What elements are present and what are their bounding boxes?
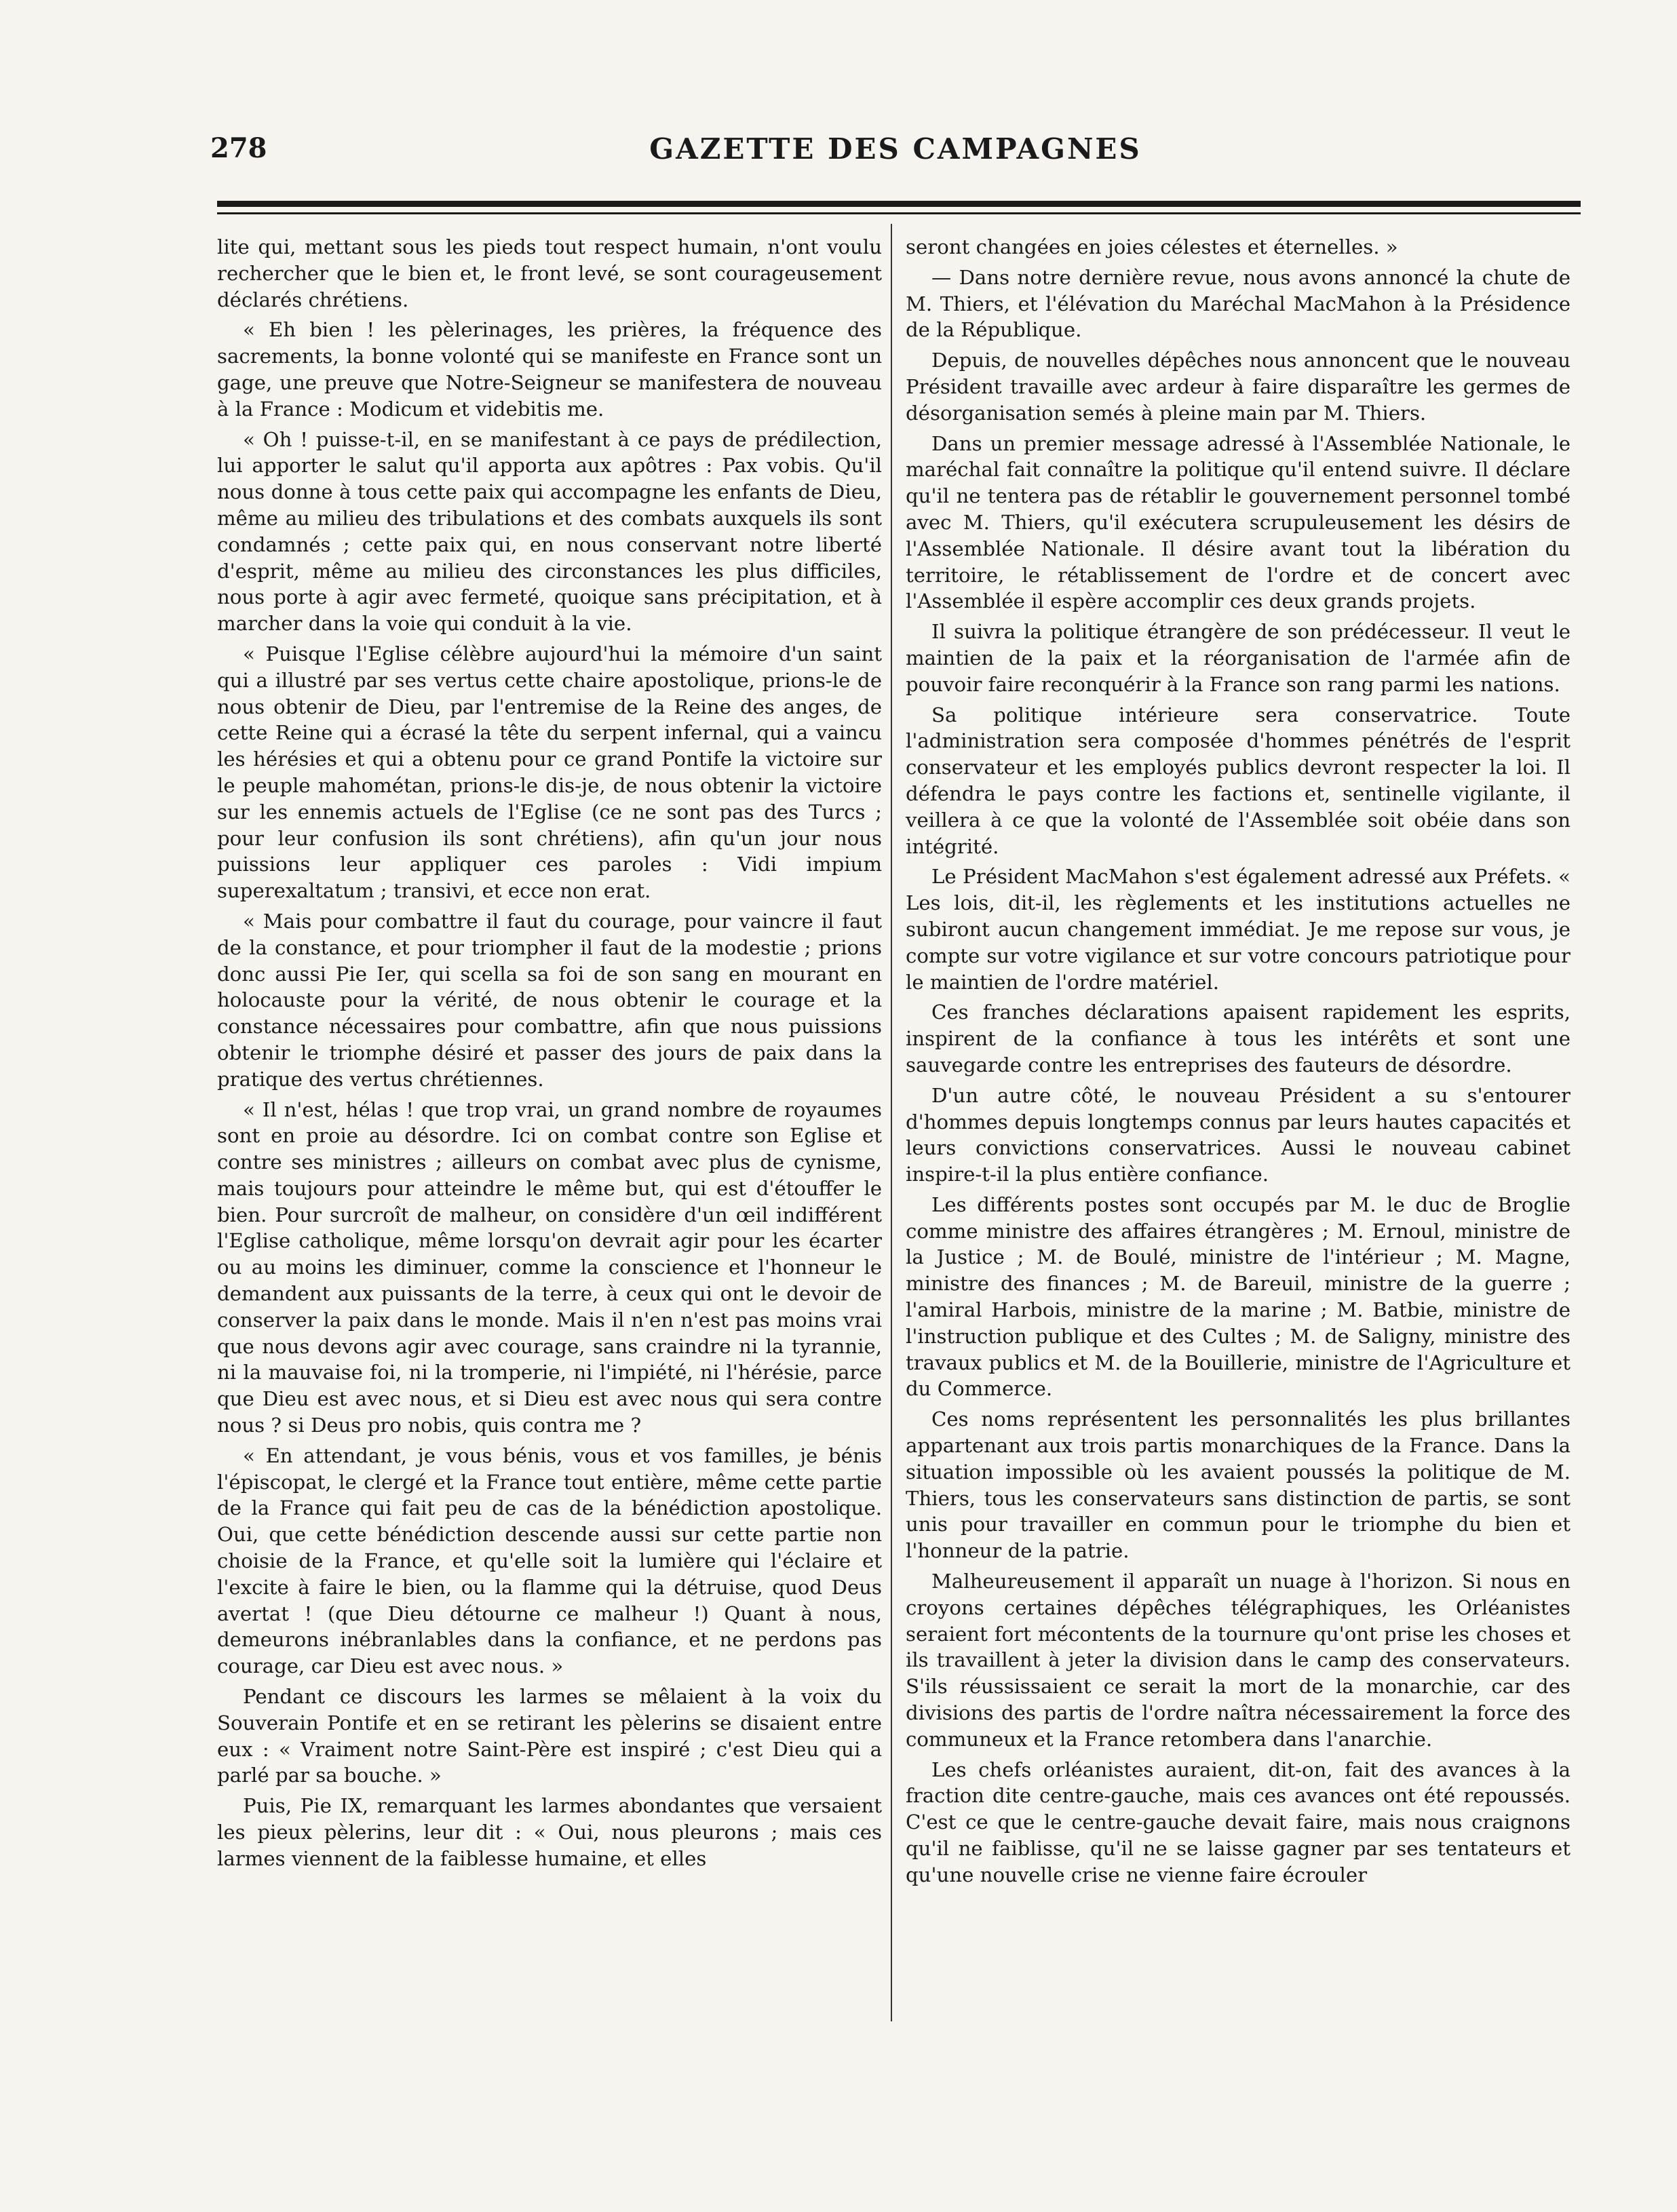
paragraph: Il suivra la politique étrangère de son prédécesseur. Il veut le maintien de la paix et la réorganisation de l'armée afin de pouvoir faire reconquérir à la France son rang parmi les nations.	[906, 620, 1570, 696]
paragraph: Les différents postes sont occupés par M. le duc de Broglie comme ministre des affaires étrangères ; M. Ernoul, ministre de la Justice ; M. de Boulé, ministre de l'intérieur ; M. Magne, ministre des finances ; M. de Bareuil, ministre de la guerre ; l'amiral Harbois, ministre de la marine ; M. Batbie, ministre de l'instruction publique et des Cultes ; M. de Saligny, ministre des travaux publics et M. de la Bouillerie, ministre de l'Agriculture et du Commerce.	[906, 1192, 1570, 1401]
journal-title: GAZETTE DES CAMPAGNES	[649, 132, 1142, 166]
paragraph: Ces noms représentent les personnalités les plus brillantes appartenant aux trois partis monarchiques de la France. Dans la situation impossible où les avaient poussés la politique de M. Thiers, tous les conservateurs sans distinction de partis, se sont unis pour travailler en commun pour le triomphe du bien et l'honneur de la patrie.	[906, 1408, 1570, 1563]
paragraph: Malheureusement il apparaît un nuage à l'horizon. Si nous en croyons certaines dépêches télégraphiques, les Orléanistes seraient fort mécontents de la tournure qu'ont prise les choses et ils travaillent à jeter la division dans le camp des conservateurs. S'ils réussissaient ce serait la mort de la monarchie, car des divisions des partis de l'ordre naîtra nécessairement la force des communeux et la France retombera dans l'anarchie.	[906, 1570, 1570, 1751]
paragraph: « Eh bien ! les pèlerinages, les prières, la fréquence des sacrements, la bonne volonté qui se manifeste en France sont un gage, une preuve que Notre-Seigneur se manifestera de nouveau à la France : Modicum et videbitis me.	[217, 318, 882, 421]
paragraph: Sa politique intérieure sera conservatrice. Toute l'administration sera composée d'hommes pénétrés de l'esprit conservateur et les employés publics devront respecter la loi. Il défendra le pays contre les factions et, sentinelle vigilante, il veillera à ce que la volonté de l'Assemblée soit obéie dans son intégrité.	[906, 703, 1570, 858]
header-rule-thick	[217, 201, 1581, 207]
left-column	[217, 234, 882, 1876]
paragraph: « En attendant, je vous bénis, vous et vos familles, je bénis l'épiscopat, le clergé et la France tout entière, même cette partie de la France qui fait peu de cas de la bénédiction apostolique. Oui, que cette bénédiction descende aussi sur cette partie non choisie de la France, et qu'elle soit la lumière qui l'éclaire et l'excite à faire le bien, ou la flamme qui la détruise, quod Deus avertat ! (que Dieu détourne ce malheur !) Quant à nous, demeurons inébranlables dans la confiance, et ne perdons pas courage, car Dieu est avec nous. »	[217, 1443, 882, 1678]
paragraph: « Il n'est, hélas ! que trop vrai, un grand nombre de royaumes sont en proie au désordre. Ici on combat contre son Eglise et contre ses ministres ; ailleurs on combat avec plus de cynisme, mais toujours pour atteindre le même but, qui est d'étouffer le bien. Pour surcroît de malheur, on considère d'un œil indifférent l'Eglise catholique, même lorsqu'on devrait agir pour les écarter ou au moins les diminuer, comme la conscience et l'honneur le demandent aux puissants de la terre, à ceux qui ont le devoir de conserver la paix dans le monde. Mais il n'en n'est pas moins vrai que nous devons agir avec courage, sans craindre ni la tyrannie, ni la mauvaise foi, ni la tromperie, ni l'impiété, ni l'hérésie, parce que Dieu est avec nous, et si Dieu est avec nous qui sera contre nous ? si Deus pro nobis, quis contra me ?	[217, 1098, 882, 1437]
right-column	[906, 234, 1570, 1893]
paragraph: Puis, Pie IX, remarquant les larmes abondantes que versaient les pieux pèlerins, leur dit : « Oui, nous pleurons ; mais ces larmes viennent de la faiblesse humaine, et elles	[217, 1794, 882, 1870]
paragraph: D'un autre côté, le nouveau Président a su s'entourer d'hommes depuis longtemps connus par leurs hautes capacités et leurs convictions conservatrices. Aussi le nouveau cabinet inspire-t-il la plus entière confiance.	[906, 1083, 1570, 1186]
paragraph: Ces franches déclarations apaisent rapidement les esprits, inspirent de la confiance à tous les intérêts et sont une sauvegarde contre les entreprises des fauteurs de désordre.	[906, 1001, 1570, 1076]
page-header	[210, 132, 1581, 173]
paragraph: « Mais pour combattre il faut du courage, pour vaincre il faut de la constance, et pour triompher il faut de la modestie ; prions donc aussi Pie Ier, qui scella sa foi de son sang en mourant en holocauste pour la vérité, de nous obtenir le courage et la constance nécessaires pour combattre, afin que nous puissions obtenir le triomphe désiré et passer des jours de paix dans la pratique des vertus chrétiennes.	[217, 909, 882, 1091]
paragraph: « Oh ! puisse-t-il, en se manifestant à ce pays de prédilection, lui apporter le salut qu'il apporta aux apôtres : Pax vobis. Qu'il nous donne à tous cette paix qui accompagne les enfants de Dieu, même au milieu des tribulations et des combats auxquels ils sont condamnés ; cette paix qui, en nous conservant notre liberté d'esprit, même au milieu des circonstances les plus difficiles, nous porte à agir avec fermeté, quoique sans précipitation, et à marcher dans la voie qui conduit à la vie.	[217, 427, 882, 636]
paragraph: « Puisque l'Eglise célèbre aujourd'hui la mémoire d'un saint qui a illustré par ses vertus cette chaire apostolique, prions-le de nous obtenir de Dieu, par l'entremise de la Reine des anges, de cette Reine qui a écrasé la tête du serpent infernal, qui a vaincu les hérésies et qui a obtenu pour ce grand Pontife la victoire sur le peuple mahométan, prions-le dis-je, de nous obtenir la victoire sur les ennemis actuels de l'Eglise (ce ne sont pas des Turcs ; pour leur confusion ils sont chrétiens), afin qu'un jour nous puissions leur appliquer ces paroles : Vidi impium superexaltatum ; transivi, et ecce non erat.	[217, 642, 882, 903]
paragraph: Depuis, de nouvelles dépêches nous annoncent que le nouveau Président travaille avec ardeur à faire disparaître les germes de désorganisation semés à pleine main par M. Thiers.	[906, 349, 1570, 425]
paragraph: Dans un premier message adressé à l'Assemblée Nationale, le maréchal fait connaître la politique qu'il entend suivre. Il déclare qu'il ne tentera pas de rétablir le gouvernement personnel tombé avec M. Thiers, qu'il exécutera scrupuleusement les désirs de l'Assemblée Nationale. Il désire avant tout la libération du territoire, le rétablissement de l'ordre et de concert avec l'Assemblée il espère accomplir ces deux grands projets.	[906, 431, 1570, 613]
header-rule-thin	[217, 212, 1581, 214]
page-number: 278	[210, 132, 267, 164]
paragraph: — Dans notre dernière revue, nous avons annoncé la chute de M. Thiers, et l'élévation du Maréchal MacMahon à la Présidence de la République.	[906, 265, 1570, 342]
paragraph: seront changées en joies célestes et éternelles. »	[906, 235, 1398, 258]
paragraph: Pendant ce discours les larmes se mêlaient à la voix du Souverain Pontife et en se retirant les pèlerins se disaient entre eux : « Vraiment notre Saint-Père est inspiré ; c'est Dieu qui a parlé par sa bouche. »	[217, 1685, 882, 1787]
paragraph: lite qui, mettant sous les pieds tout respect humain, n'ont voulu rechercher que le bien et, le front levé, se sont courageusement déclarés chrétiens.	[217, 235, 882, 311]
paragraph: Les chefs orléanistes auraient, dit-on, fait des avances à la fraction dite centre-gauche, mais ces avances ont été repoussés. C'est ce que le centre-gauche devait faire, mais nous craignons qu'il ne faiblisse, qu'il ne se laisse gagner par ses tentateurs et qu'une nouvelle crise ne vienne faire écrouler	[906, 1758, 1570, 1886]
paragraph: Le Président MacMahon s'est également adressé aux Préfets. « Les lois, dit-il, les règlements et les institutions actuelles ne subiront aucun changement immédiat. Je me repose sur vous, je compte sur votre vigilance et sur votre concours patriotique pour le maintien de l'ordre matériel.	[906, 865, 1570, 994]
column-divider	[891, 224, 892, 2021]
